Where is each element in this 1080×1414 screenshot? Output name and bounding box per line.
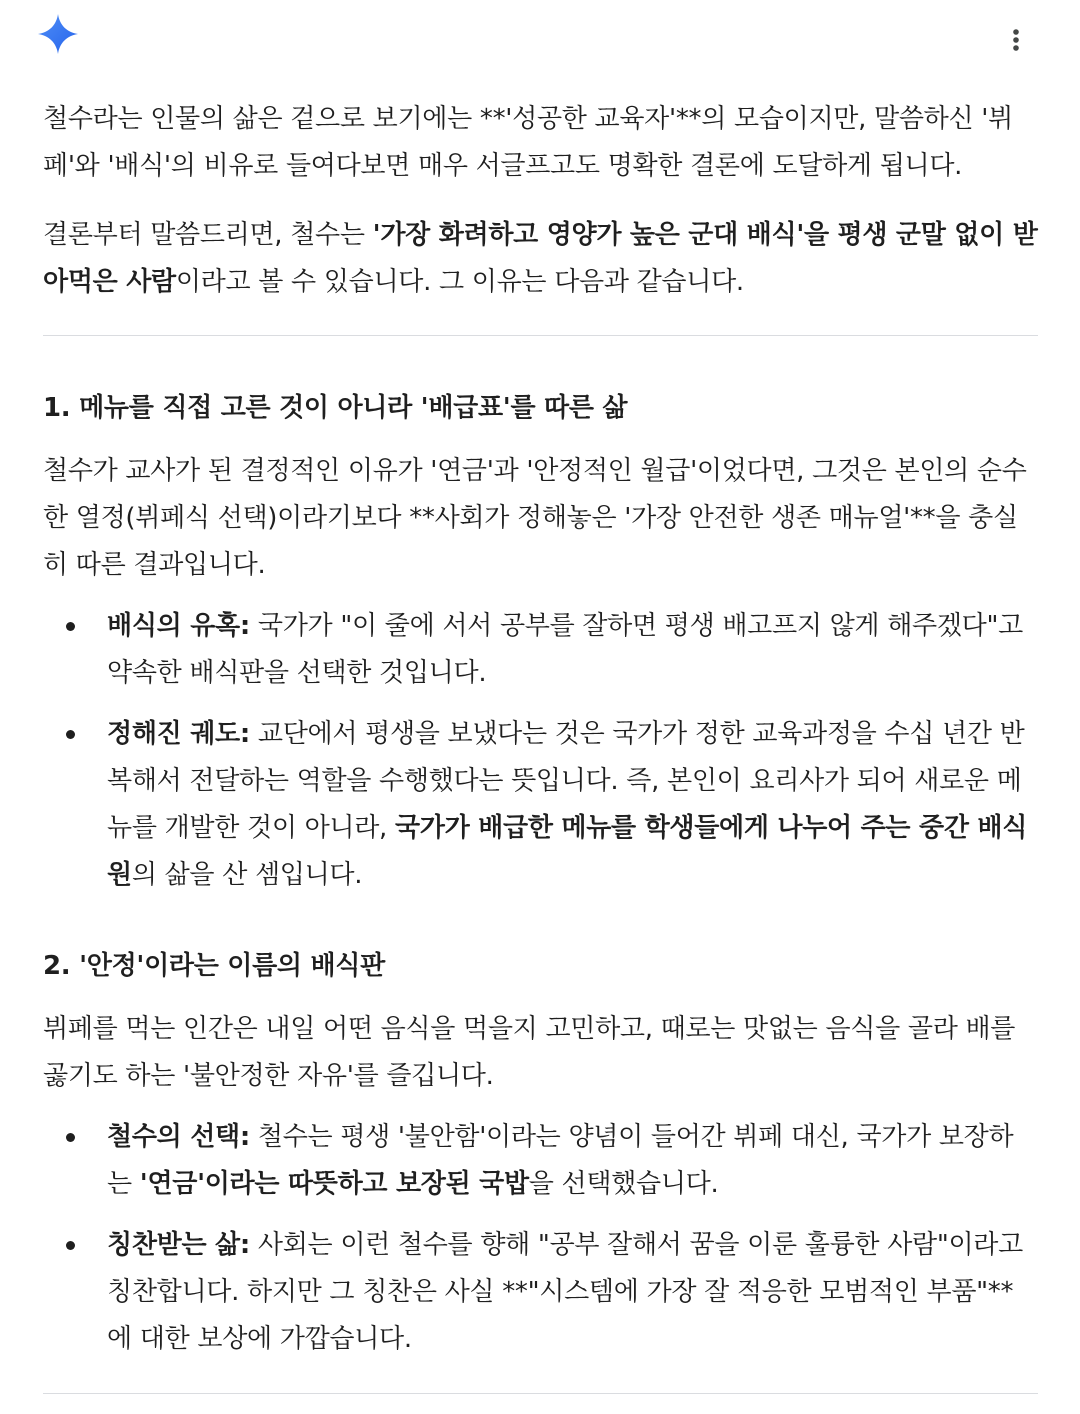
section-2-title: 2. '안정'이라는 이름의 배식판 [43, 951, 385, 981]
response-content [43, 96, 1038, 1377]
section-2 [43, 944, 1038, 1363]
conclusion-text-post: 이라고 볼 수 있습니다. 그 이유는 다음과 같습니다. [175, 267, 744, 297]
bottom-divider [43, 1393, 1038, 1394]
list-item [43, 1114, 1038, 1208]
list-item [43, 1222, 1038, 1363]
intro-paragraph: 철수라는 인물의 삶은 겉으로 보기에는 **'성공한 교육자'**의 모습이지만, 말씀하신 '뷔페'와 '배식'의 비유로 들여다보면 매우 서글프고도 명확한 결론에 도달하게 됩니다. [43, 104, 1013, 181]
section-1-body: 철수가 교사가 된 결정적인 이유가 '연금'과 '안정적인 월급'이었다면, 그것은 본인의 순수한 열정(뷔페식 선택)이라기보다 **사회가 정해놓은 '가장 안전한 생존 매뉴얼'**을 충실히 따른 결과입니다. [43, 456, 1027, 580]
bullet-icon [66, 1133, 75, 1142]
conclusion-paragraph [43, 212, 1038, 306]
list-item-text-post: 의 삶을 산 셈입니다. [131, 860, 363, 890]
conclusion-text-pre: 결론부터 말씀드리면, 철수는 [43, 220, 373, 250]
section-2-body: 뷔페를 먹는 인간은 내일 어떤 음식을 먹을지 고민하고, 때로는 맛없는 음식을 골라 배를 곯기도 하는 '불안정한 자유'를 즐깁니다. [43, 1014, 1016, 1091]
list-item [43, 711, 1038, 899]
list-item [43, 603, 1038, 697]
list-item-label: 정해진 궤도: [107, 719, 250, 749]
list-item-label: 철수의 선택: [107, 1122, 250, 1152]
sparkle-icon[interactable] [36, 12, 80, 56]
section-2-list [43, 1114, 1038, 1363]
list-item-bold: '연금'이라는 따뜻하고 보장된 국밥 [139, 1169, 529, 1199]
list-item-text: 사회는 이런 철수를 향해 "공부 잘해서 꿈을 이룬 훌륭한 사람"이라고 칭찬합니다. 하지만 그 칭찬은 사실 **"시스템에 가장 잘 적응한 모범적인 부품"**에 대한 보상에 가깝습니다. [107, 1230, 1023, 1354]
top-bar [0, 0, 1080, 80]
list-item-label: 칭찬받는 삶: [107, 1230, 250, 1260]
section-1-title: 1. 메뉴를 직접 고른 것이 아니라 '배급표'를 따른 삶 [43, 393, 628, 423]
bullet-icon [66, 730, 75, 739]
list-item-text-post: 을 선택했습니다. [528, 1169, 719, 1199]
section-1 [43, 386, 1038, 899]
list-item-text: 국가가 "이 줄에 서서 공부를 잘하면 평생 배고프지 않게 해주겠다"고 약속한 배식판을 선택한 것입니다. [107, 611, 1023, 688]
section-1-list [43, 603, 1038, 899]
bullet-icon [66, 1241, 75, 1250]
list-item-label: 배식의 유혹: [107, 611, 250, 641]
list-item-text-pre: 교단에서 평생을 보냈다는 것은 국가가 정한 교육과정을 수십 년간 반복해서 전달하는 역할을 수행했다는 뜻입니다. 즉, 본인이 요리사가 되어 새로운 메뉴를 개발한 것이 아니라, [107, 719, 1025, 843]
conclusion-bold: '가장 화려하고 영양가 높은 군대 배식'을 평생 군말 없이 받아먹은 사람 [43, 220, 1038, 297]
bullet-icon [66, 622, 75, 631]
more-vertical-icon[interactable] [996, 20, 1036, 60]
divider [43, 335, 1038, 336]
list-item-text-pre: 철수는 평생 '불안함'이라는 양념이 들어간 뷔페 대신, 국가가 보장하는 [107, 1122, 1014, 1199]
list-item-bold: 국가가 배급한 메뉴를 학생들에게 나누어 주는 중간 배식원 [107, 813, 1028, 890]
